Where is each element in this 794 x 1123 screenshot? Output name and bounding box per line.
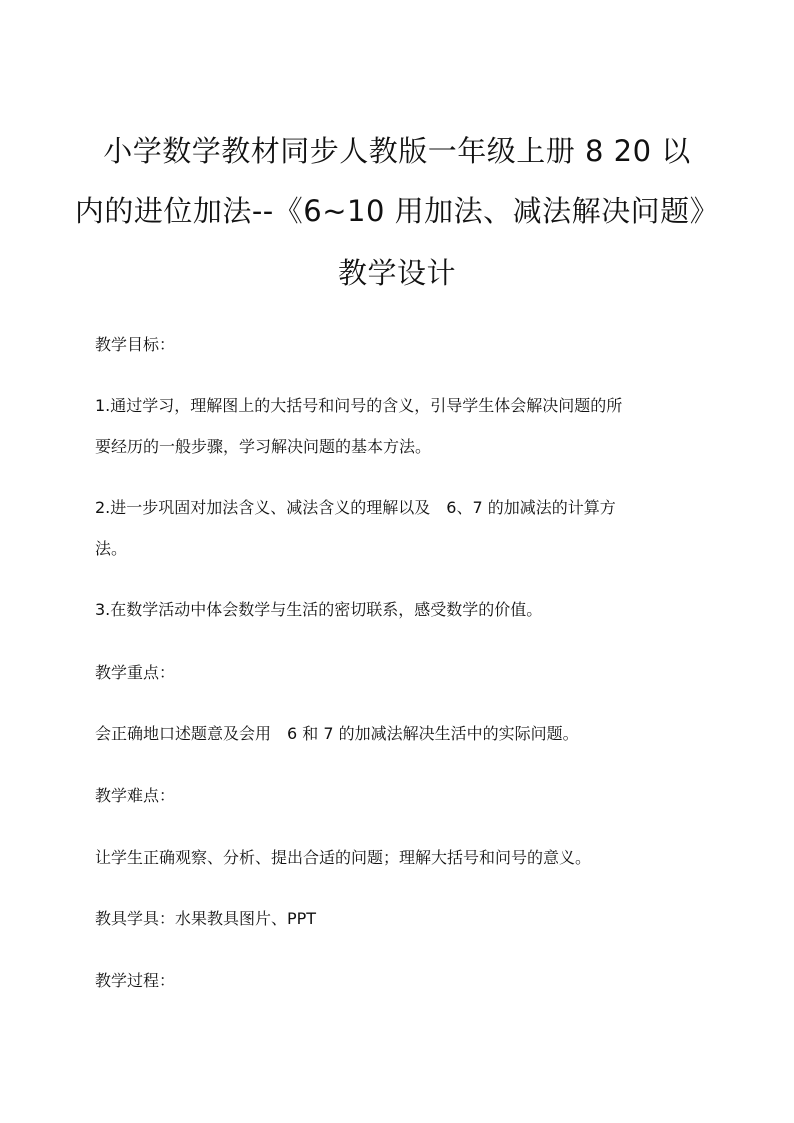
teaching-tools-text: 教具学具：水果教具图片、PPT [95, 909, 317, 928]
process-heading: 教学过程： [95, 971, 176, 990]
key-points-heading: 教学重点： [95, 663, 176, 682]
objective-1-line-1: 1.通过学习，理解图上的大括号和问号的含义，引导学生体会解决问题的所 [95, 396, 623, 415]
objective-1-line-2: 要经历的一般步骤，学习解决问题的基本方法。 [95, 437, 432, 456]
key-points-text: 会正确地口述题意及会用 6 和 7 的加减法解决生活中的实际问题。 [95, 724, 579, 743]
difficulties-heading: 教学难点： [95, 786, 176, 805]
title-line-2: 内的进位加法--《6~10 用加法、减法解决问题》 [74, 194, 720, 228]
objective-2-line-2: 法。 [95, 539, 128, 558]
title-line-3: 教学设计 [337, 256, 456, 290]
title-line-1: 小学数学教材同步人教版一年级上册 8 20 以 [103, 134, 691, 168]
objectives-heading: 教学目标： [95, 335, 176, 354]
objective-2-line-1: 2.进一步巩固对加法含义、减法含义的理解以及 6、7 的加减法的计算方 [95, 498, 616, 517]
objective-3: 3.在数学活动中体会数学与生活的密切联系，感受数学的价值。 [95, 600, 543, 619]
difficulties-text: 让学生正确观察、分析、提出合适的问题；理解大括号和问号的意义。 [95, 848, 592, 867]
